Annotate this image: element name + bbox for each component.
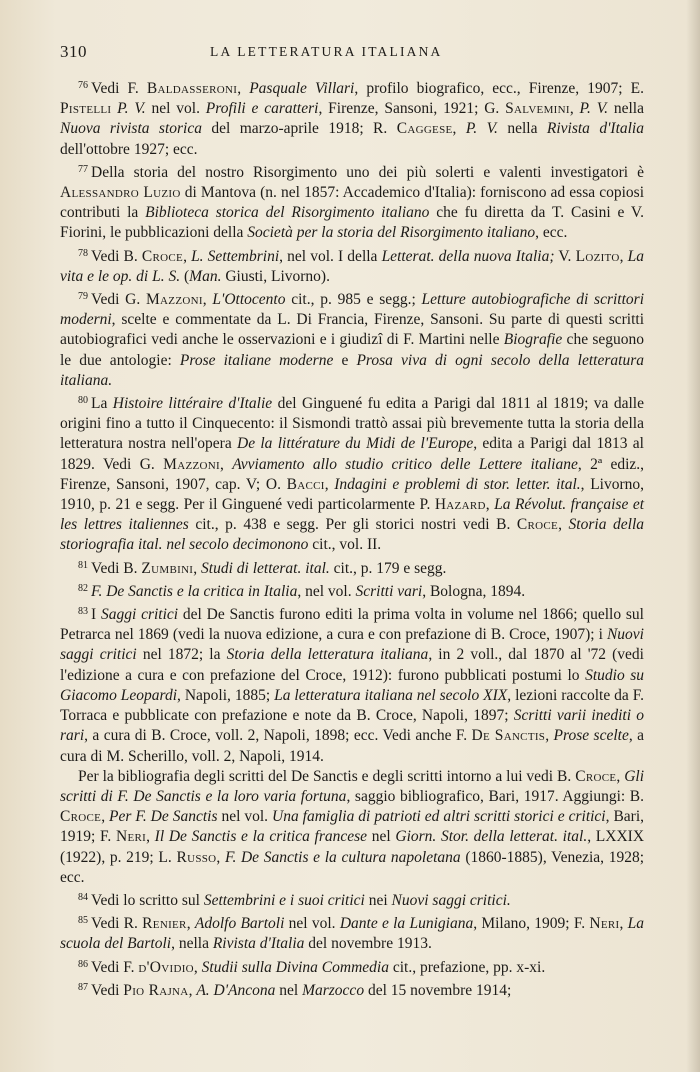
footnote-text: , nella [171,935,213,953]
work-title: Biblioteca storica del Risorgimento italiano [145,204,430,222]
work-title: Marzocco [302,981,365,999]
footnote-number: 86 [78,958,88,970]
running-title: LA LETTERATURA ITALIANA [210,44,443,59]
work-title: De la littérature du Midi de l'Europe [237,435,474,453]
footnote-text: , [188,981,197,999]
work-title: L'Ottocento [212,291,286,309]
work-title: Nuova rivista storica [60,120,202,138]
footnote-text: , ecc. [535,224,568,242]
author-name: Bacci [286,475,325,493]
author-name: Mazzoni [145,291,203,309]
work-title: Histoire littéraire d'Italie [112,395,273,413]
footnote-text: , [558,516,569,534]
author-name: Croce [60,808,102,826]
footnote-text: Vedi lo scritto sul [91,891,204,909]
footnote-text: , in 2 voll., dal 1870 al '72 (vedi l'edizione a cura e con prefazione del Croce, 1912): furono pubblicati postumi lo [60,646,644,684]
footnote-text: che seguono le due antologie: [60,331,644,369]
author-name: Neri [115,828,147,846]
footnote [60,391,644,556]
footnote-text: , [202,291,213,309]
footnote-text: cit., p. 438 e segg. Per gli storici nostri vedi B. [188,516,517,534]
work-title: Rivista d'Italia [546,120,644,138]
footnote [60,955,644,978]
footnote-text: nel vol. [217,808,273,826]
author-name: Croce [141,247,184,265]
work-title: Dante e la Lunigiana [339,915,474,933]
footnote-number: 77 [78,163,88,175]
footnote-text: , 2ª ediz., Firenze, Sansoni, 1907, cap. V; O. [60,455,645,493]
work-title: Storia della letteratura italiana [226,646,429,664]
work-title: Man. [189,267,222,285]
work-title: Scritti vari [355,582,423,600]
footnote-text: , Livorno, 1910, p. 21 e segg. Per il Ginguené vedi particolarmente P. [60,475,645,514]
author-name: Hazard [434,496,486,514]
footnote-text: La [91,395,113,413]
footnote-text: Per la bibliografia degli scritti del De Sanctis e degli scritti intorno a lui vedi B. [78,767,576,785]
author-name: d'Ovidio [138,958,194,976]
footnote-number: 76 [78,80,88,91]
work-title: Scritti varii inediti o rari [60,707,644,745]
work-title: Studi di letterat. ital. [201,559,330,577]
work-title: Studii sulla Divina Commedia [201,958,389,976]
work-title: P. V. [465,120,498,138]
footnote-text: , [485,496,495,514]
author-name: Neri [589,915,620,933]
author-name: Caggese [396,120,453,138]
footnote-text: cit., vol. II. [308,536,382,554]
footnote-text: , scelte e commentate da L. Di Francia, Firenze, Sansoni. Su parte di questi scritti autobiografici vedi anche le osservazioni e i giudizî di F. Martini nelle [60,311,644,349]
footnote-text: , profilo biografico, ecc., Firenze, 1907; E. [354,80,645,97]
author-name: Salvemini [505,100,570,118]
author-name: Russo [176,848,217,866]
work-title: Società per la storia del Risorgimento italiano [247,224,536,242]
work-title: Nuovi saggi critici [60,626,644,664]
footnote-text: , LXXIX (1922), p. 219; L. [60,828,645,866]
footnote-number: 84 [78,891,88,903]
footnote [60,76,644,160]
footnote-text: , [237,80,250,97]
footnote-text: , nel vol. [297,582,356,600]
binding-shadow [686,0,700,1072]
work-title: Storia della storiografia ital. nel secolo decimonono [60,516,645,554]
work-title: Letterat. della nuova Italia; [381,247,555,265]
footnote-text: del De Sanctis furono editi la prima volta in volume nel 1866; quello sul Petrarca nel 1869 (vedi la nuova edizione, a cura e con prefazione di B. Croce, 1907); i [60,606,644,644]
work-title: La scuola del Bartoli [60,915,645,953]
author-name: Pio Rajna [123,981,189,999]
footnote-text: , [452,120,466,138]
author-name: Pistelli [60,100,112,118]
footnote-text: (1860-1885), Venezia, 1928; ecc. [60,848,645,886]
footnote-text: del novembre 1913. [304,935,432,953]
footnote-number: 78 [78,247,88,259]
work-title: La letteratura italiana nel secolo XIX [274,686,508,704]
work-title: Avviamento allo studio critico delle Lettere italiane [232,455,578,473]
work-title: F. De Sanctis e la cultura napoletana [224,848,461,866]
footnote-text: nel vol. [145,100,206,118]
footnote-number: 87 [78,981,88,993]
footnote-text: , [545,727,554,745]
footnote-text: , Milano, 1909; F. [473,915,590,933]
author-name: Croce [575,767,617,785]
work-title: Rivista d'Italia [212,935,305,953]
footnote-text: cit., p. 179 e segg. [329,559,447,577]
footnote [60,579,644,602]
footnote-text: nella [497,120,547,138]
footnote-text: nei [364,891,392,909]
footnote-text: , a cura di B. Croce, voll. 2, Napoli, 1898; ecc. Vedi anche F. [84,727,472,745]
work-title: Il De Sanctis e la critica francese [154,828,368,846]
footnote-text: , [193,958,202,976]
footnote-number: 81 [78,559,88,571]
footnote-text: di Mantova (n. nel 1857: Accademico d'Italia): forniscono ad essa copiosi contributi la [60,184,644,222]
footnote [60,602,644,767]
footnote-text: Giusti, Livorno). [221,267,330,285]
footnote [60,244,644,287]
work-title: Adolfo Bartoli [194,915,285,933]
footnote-text: nel vol. [284,915,340,933]
work-title: Una famiglia di patrioti ed altri scritti storici e critici [272,808,606,826]
footnote-number: 85 [78,915,88,927]
footnote-text: Vedi G. [91,291,146,309]
footnote-text: , Napoli, 1885; [177,686,275,704]
footnote-text: , [219,455,233,473]
work-title: Prose scelte [553,727,629,745]
footnote-text: Vedi F. [91,958,139,976]
work-title: Prose italiane moderne [179,351,334,369]
work-title: Biografie [503,331,563,349]
footnote-number: 80 [78,395,88,407]
footnote [60,287,644,391]
work-title: La Révolut. française et les lettres italiennes [60,496,645,534]
footnote-text: , nel vol. I della [279,247,382,265]
footnote-text: nel 1872; la [136,646,227,664]
footnote-text: , a cura di M. Scherillo, voll. 2, Napoli, 1914. [60,727,644,765]
author-name: De Sanctis [471,727,546,745]
work-title: Saggi critici [100,606,179,624]
footnote-text: nella [608,100,644,118]
footnote-text: Vedi R. [91,915,143,933]
work-title: A. D'Ancona [196,981,276,999]
footnote [60,911,644,954]
author-name: Lozito [575,247,620,265]
footnote-text: , [183,247,192,265]
work-title: Per F. De Sanctis [109,808,218,826]
footnote-text: , [619,247,628,265]
work-title: L. Settembrini [191,247,280,265]
work-title: Nuovi saggi critici. [391,891,511,909]
footnote-text: nel [275,981,303,999]
work-title: Giorn. Stor. della letterat. ital. [395,828,588,846]
footnote-text: Vedi F. [91,80,147,97]
footnote [60,888,644,911]
footnote-text: , saggio bibliografico, Bari, 1917. Aggiungi: B. [346,787,645,805]
footnote-text: , [101,808,110,826]
footnote-text: , Bologna, 1894. [422,582,526,600]
author-name: Renier [142,915,187,933]
footnote-text: del Ginguené fu edita a Parigi dal 1811 al 1819; va dalle origini fino a tutto il Cinquecento: il Sismondi trattò assai più brevemente tutta la storia della letteratura nostra nell'opera [60,395,644,453]
work-title: Pasquale Villari [249,80,355,97]
author-name: Zumbini [141,559,194,577]
author-name: Croce [516,516,559,534]
footnote-text: , [569,100,580,118]
work-title: P. V. [117,100,146,118]
footnote-text: Della storia del nostro Risorgimento uno dei più solerti e valenti investigatori è [91,163,644,181]
page-number: 310 [60,42,87,61]
footnote-number: 82 [78,582,88,594]
footnote-text: Vedi B. [91,247,142,265]
footnote-text: che fu diretta da T. Casini e V. Fiorini, le pubblicazioni della [60,204,645,242]
footnote-text: , [186,915,195,933]
footnote-text: , [619,915,628,933]
work-title: Indagini e problemi di stor. letter. ital. [334,475,581,493]
work-title: La vita e le op. di L. S. [60,247,644,285]
footnote-text: , [216,848,225,866]
footnote-number: 79 [78,291,88,303]
footnote-text: cit., p. 985 e segg.; [285,291,422,309]
footnote-text: cit., prefazione, pp. x-xi. [388,958,546,976]
footnote [60,160,644,244]
footnote [60,767,644,888]
work-title: F. De Sanctis e la critica in Italia [91,582,298,600]
work-title: P. V. [579,100,609,118]
work-title: Gli scritti di F. De Sanctis e la loro varia fortuna [60,767,644,805]
author-name: Alessandro Luzio [60,184,181,202]
footnote-text: ( [180,267,190,285]
footnote-text: , [616,767,625,785]
work-title: Prosa viva di ogni secolo della letteratura italiana. [60,351,644,389]
footnote [60,978,644,1001]
footnote-text: e [333,351,357,369]
footnote-text: I [91,606,101,624]
footnotes-block [60,76,644,1001]
footnote-text: , edita a Parigi dal 1813 al 1829. Vedi G. [60,435,644,473]
footnote-number: 83 [78,606,88,618]
footnote-text: , [193,559,202,577]
footnote-text: del 15 novembre 1914; [364,981,512,999]
author-name: Mazzoni [163,455,220,473]
footnote-text: Vedi [91,981,124,999]
footnote-text: Vedi B. [91,559,142,577]
work-title: Studio su Giacomo Leopardi [60,666,644,704]
footnote-text: V. [554,247,576,265]
footnote-text: dell'ottobre 1927; ecc. [60,140,198,158]
work-title: Profili e caratteri [205,100,319,118]
footnote-text: nel [367,828,396,846]
footnote [60,556,644,579]
author-name: Baldasseroni [146,80,238,97]
footnote-text: , lezioni raccolte da F. Torraca e pubblicate con prefazione e note da B. Croce, Napoli, 1897; [60,686,644,725]
page-header [60,42,650,66]
work-title: Settembrini e i suoi critici [203,891,365,909]
footnote-text: , [146,828,155,846]
footnote-text: del marzo-aprile 1918; R. [201,120,397,138]
work-title: Letture autobiografiche di scrittori moderni [60,291,645,329]
footnote-text: , [324,475,335,493]
footnote-text: , Bari, 1919; F. [60,808,645,846]
footnote-text: , Firenze, Sansoni, 1921; G. [318,100,506,118]
